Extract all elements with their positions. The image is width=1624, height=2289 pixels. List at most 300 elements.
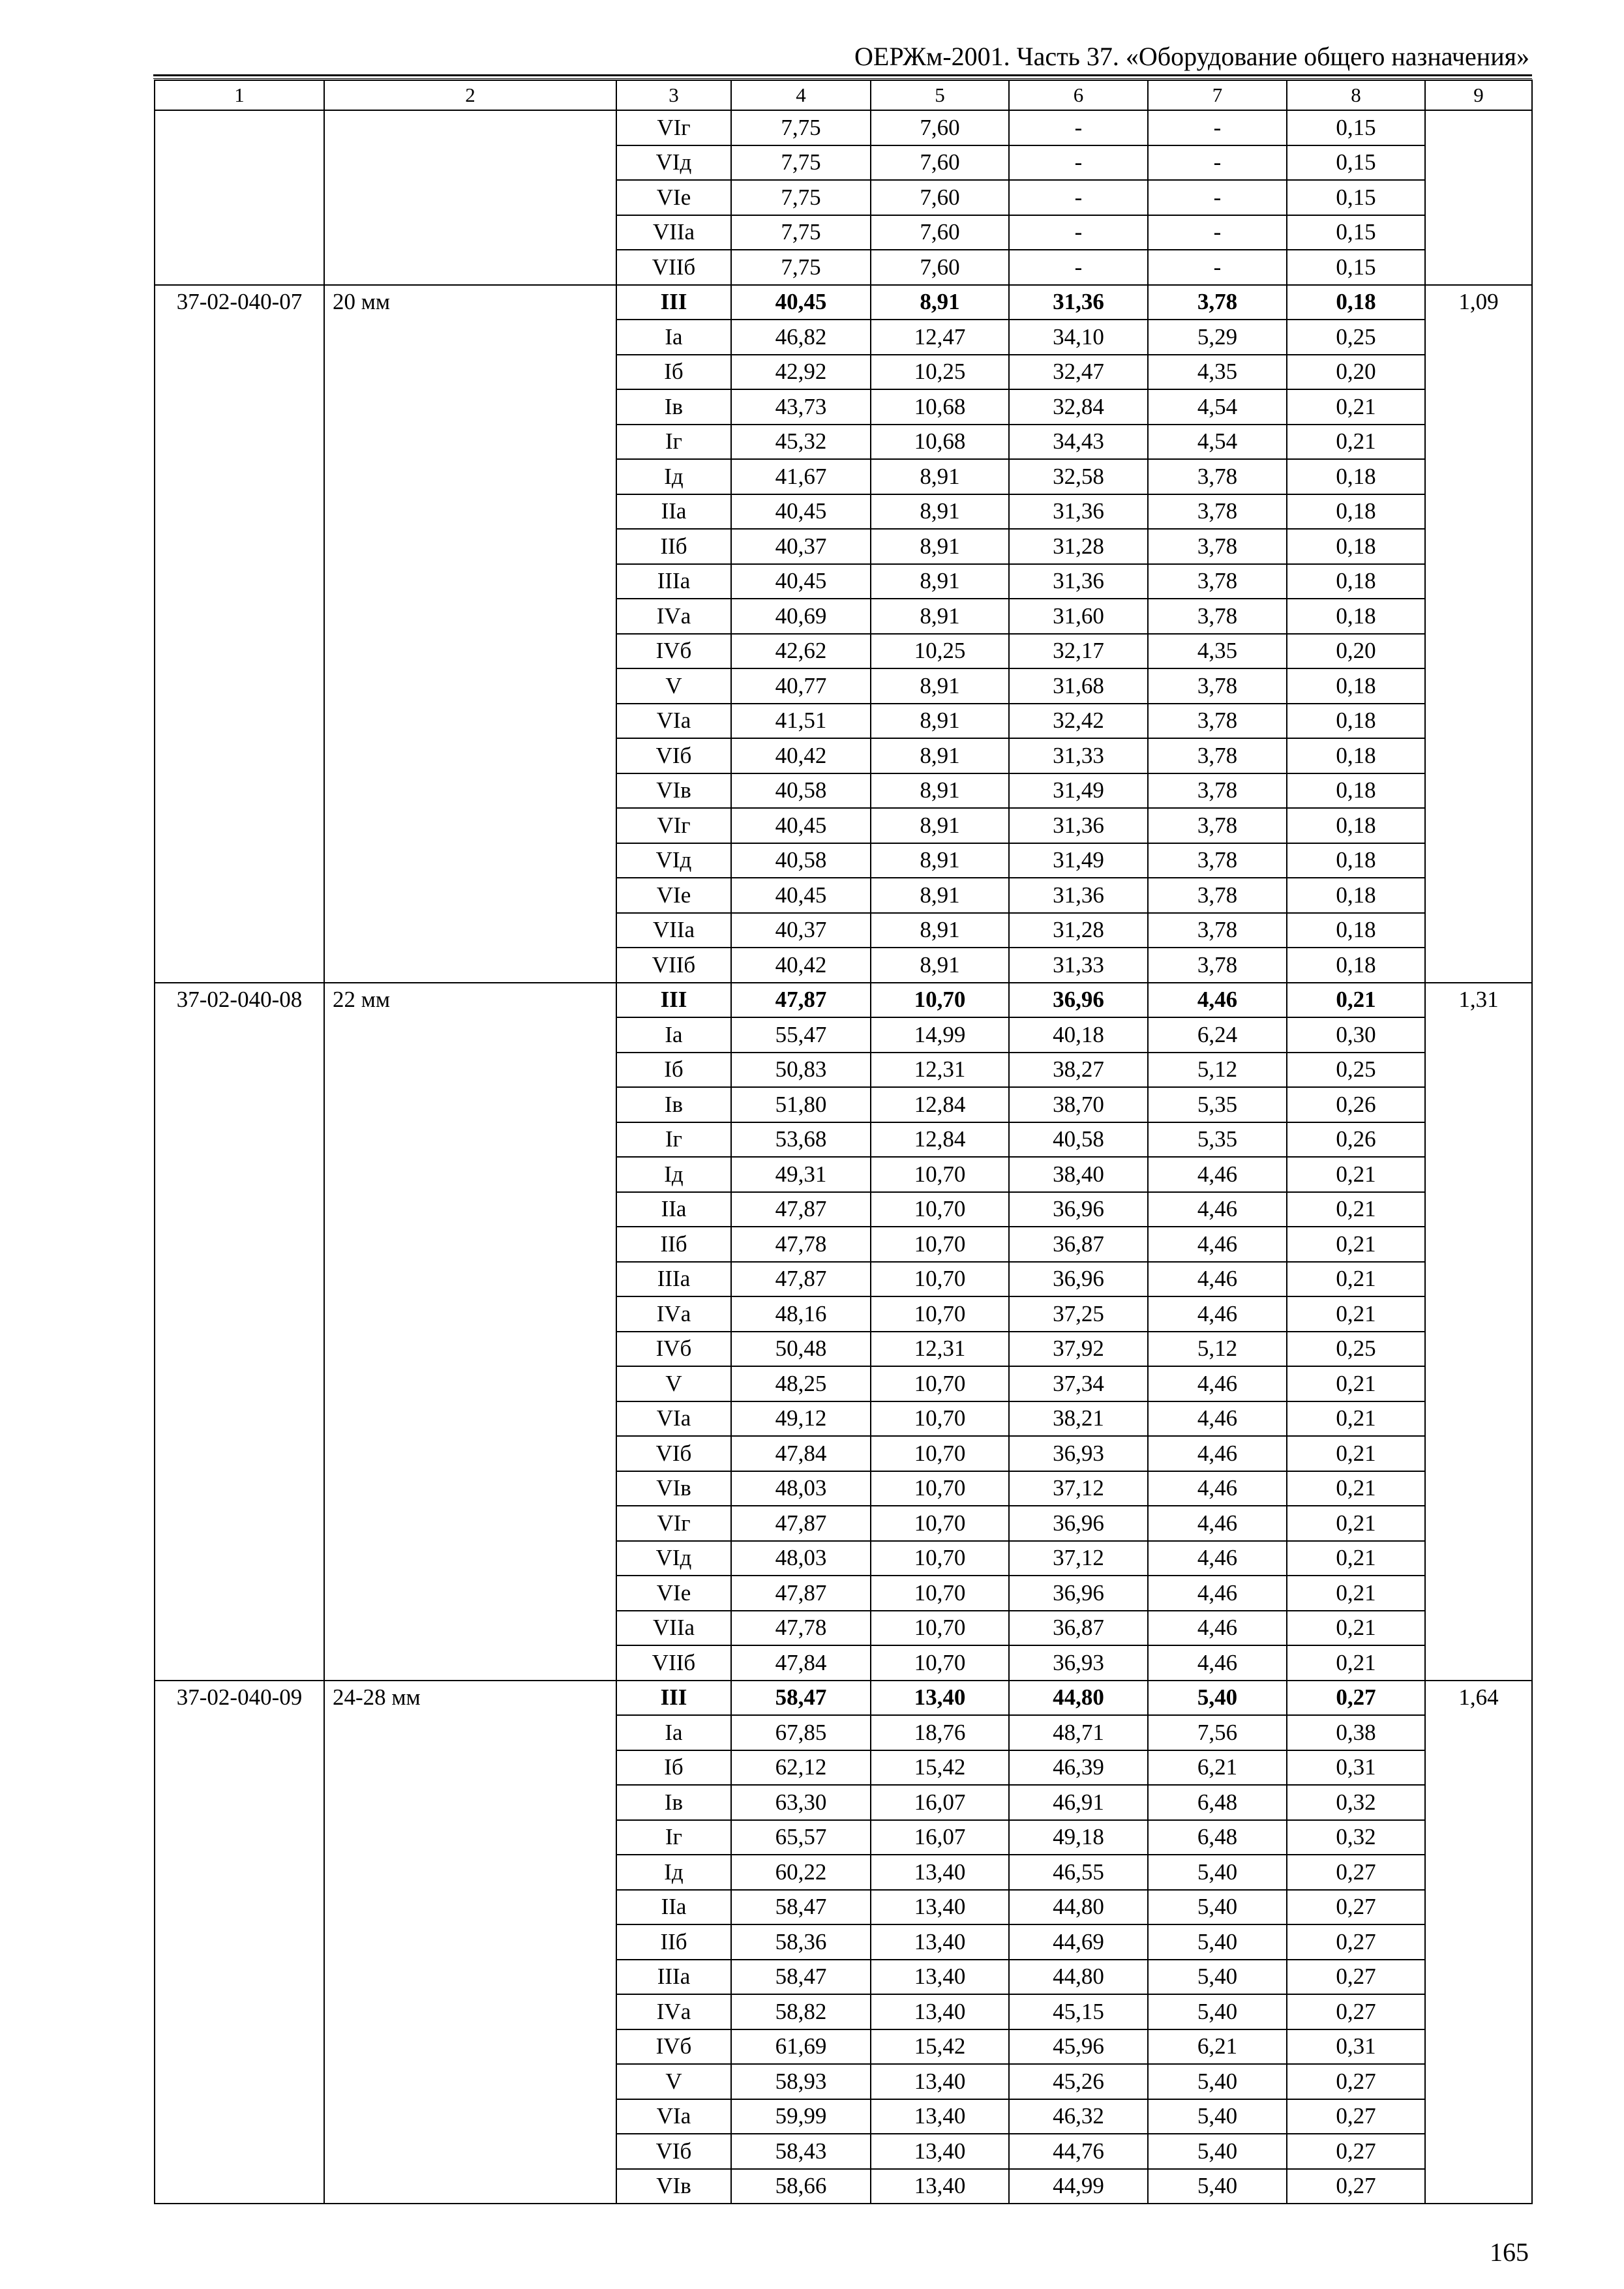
- column-header: 3: [616, 80, 731, 110]
- value-cell: 34,43: [1009, 425, 1148, 460]
- region-cell: Iа: [616, 1017, 731, 1053]
- rates-table: [154, 80, 1533, 2204]
- value-cell: 8,91: [871, 459, 1009, 494]
- value-cell: 34,10: [1009, 320, 1148, 355]
- value-cell: 4,46: [1148, 1262, 1287, 1297]
- region-cell: IIб: [616, 529, 731, 564]
- value-cell: 0,18: [1287, 564, 1425, 599]
- value-cell: 13,40: [871, 1855, 1009, 1890]
- region-cell: IVа: [616, 1994, 731, 2029]
- value-cell: 0,21: [1287, 1436, 1425, 1471]
- value-cell: 0,21: [1287, 1611, 1425, 1646]
- value-cell: 10,70: [871, 1541, 1009, 1576]
- value-cell: -: [1148, 180, 1287, 215]
- column-header: 1: [155, 80, 324, 110]
- value-cell: 10,70: [871, 1192, 1009, 1227]
- value-cell: 5,12: [1148, 1332, 1287, 1367]
- value-cell: 48,03: [731, 1541, 871, 1576]
- value-cell: 0,27: [1287, 2099, 1425, 2134]
- value-cell: 8,91: [871, 494, 1009, 530]
- region-cell: Iг: [616, 1122, 731, 1158]
- value-cell: 40,45: [731, 878, 871, 913]
- value-cell: 40,45: [731, 808, 871, 843]
- value-cell: 36,96: [1009, 1192, 1148, 1227]
- value-cell: 3,78: [1148, 738, 1287, 773]
- value-cell: 31,28: [1009, 529, 1148, 564]
- value-cell: 0,26: [1287, 1087, 1425, 1122]
- value-cell: 15,42: [871, 1750, 1009, 1786]
- value-cell: 0,27: [1287, 1960, 1425, 1995]
- value-cell: 58,47: [731, 1960, 871, 1995]
- region-cell: VIIб: [616, 1645, 731, 1681]
- value-cell: 3,78: [1148, 529, 1287, 564]
- value-cell: 5,40: [1148, 1994, 1287, 2029]
- value-cell: 63,30: [731, 1785, 871, 1820]
- value-cell: 0,21: [1287, 983, 1425, 1018]
- region-cell: VIв: [616, 1471, 731, 1506]
- item-code-cell: 37-02-040-07: [155, 285, 324, 983]
- value-cell: 10,70: [871, 1611, 1009, 1646]
- value-cell: 4,46: [1148, 983, 1287, 1018]
- region-cell: VIг: [616, 1506, 731, 1541]
- region-cell: VIг: [616, 110, 731, 145]
- value-cell: 10,70: [871, 1471, 1009, 1506]
- value-cell: 31,36: [1009, 285, 1148, 320]
- region-cell: V: [616, 668, 731, 704]
- value-cell: 0,18: [1287, 704, 1425, 739]
- region-cell: VIIб: [616, 250, 731, 285]
- page-header: ОЕРЖм-2001. Часть 37. «Оборудование общего назначения»: [854, 42, 1529, 71]
- region-cell: VIа: [616, 704, 731, 739]
- region-cell: VIе: [616, 878, 731, 913]
- value-cell: 47,87: [731, 1192, 871, 1227]
- value-cell: 47,87: [731, 1262, 871, 1297]
- region-cell: IVб: [616, 634, 731, 669]
- col9-cell: [1425, 110, 1532, 285]
- value-cell: 31,36: [1009, 494, 1148, 530]
- region-cell: VIб: [616, 1436, 731, 1471]
- value-cell: 0,15: [1287, 215, 1425, 250]
- value-cell: 31,49: [1009, 773, 1148, 809]
- value-cell: 0,31: [1287, 1750, 1425, 1786]
- value-cell: 6,48: [1148, 1785, 1287, 1820]
- value-cell: 67,85: [731, 1715, 871, 1750]
- value-cell: 0,26: [1287, 1122, 1425, 1158]
- value-cell: 8,91: [871, 564, 1009, 599]
- value-cell: 0,21: [1287, 1541, 1425, 1576]
- value-cell: 31,49: [1009, 843, 1148, 878]
- value-cell: 4,46: [1148, 1541, 1287, 1576]
- value-cell: 3,78: [1148, 668, 1287, 704]
- region-cell: VIIа: [616, 1611, 731, 1646]
- value-cell: 40,77: [731, 668, 871, 704]
- region-cell: IIа: [616, 494, 731, 530]
- region-cell: VIг: [616, 808, 731, 843]
- value-cell: 3,78: [1148, 599, 1287, 634]
- table-row: [155, 1681, 1532, 1716]
- value-cell: 12,47: [871, 320, 1009, 355]
- value-cell: 58,47: [731, 1890, 871, 1925]
- value-cell: 48,25: [731, 1366, 871, 1401]
- value-cell: 3,78: [1148, 285, 1287, 320]
- region-cell: IIа: [616, 1192, 731, 1227]
- value-cell: 0,21: [1287, 1576, 1425, 1611]
- value-cell: 47,78: [731, 1227, 871, 1262]
- value-cell: 40,37: [731, 529, 871, 564]
- region-cell: IIIа: [616, 1262, 731, 1297]
- item-size-cell: [324, 110, 616, 285]
- value-cell: 0,21: [1287, 1401, 1425, 1437]
- value-cell: 47,87: [731, 1506, 871, 1541]
- value-cell: 65,57: [731, 1820, 871, 1855]
- value-cell: 3,78: [1148, 494, 1287, 530]
- value-cell: 8,91: [871, 668, 1009, 704]
- column-header: 2: [324, 80, 616, 110]
- region-cell: VIе: [616, 1576, 731, 1611]
- value-cell: 3,78: [1148, 808, 1287, 843]
- value-cell: 0,21: [1287, 1645, 1425, 1681]
- value-cell: 47,84: [731, 1436, 871, 1471]
- value-cell: 32,17: [1009, 634, 1148, 669]
- value-cell: 18,76: [871, 1715, 1009, 1750]
- region-cell: IIIа: [616, 1960, 731, 1995]
- value-cell: 58,82: [731, 1994, 871, 2029]
- value-cell: 0,21: [1287, 1262, 1425, 1297]
- value-cell: 47,78: [731, 1611, 871, 1646]
- table-body: [155, 80, 1532, 2204]
- value-cell: 16,07: [871, 1785, 1009, 1820]
- value-cell: 0,38: [1287, 1715, 1425, 1750]
- region-cell: III: [616, 1681, 731, 1716]
- value-cell: 44,80: [1009, 1890, 1148, 1925]
- value-cell: 44,80: [1009, 1681, 1148, 1716]
- value-cell: 4,54: [1148, 389, 1287, 425]
- value-cell: 0,27: [1287, 1994, 1425, 2029]
- value-cell: 4,54: [1148, 425, 1287, 460]
- value-cell: 10,70: [871, 1157, 1009, 1192]
- value-cell: 5,40: [1148, 1855, 1287, 1890]
- value-cell: -: [1148, 145, 1287, 181]
- value-cell: 0,25: [1287, 320, 1425, 355]
- value-cell: 0,30: [1287, 1017, 1425, 1053]
- value-cell: 31,60: [1009, 599, 1148, 634]
- region-cell: Iд: [616, 1157, 731, 1192]
- value-cell: 0,18: [1287, 459, 1425, 494]
- region-cell: IVа: [616, 599, 731, 634]
- region-cell: IVб: [616, 2029, 731, 2065]
- item-size-cell: 20 мм: [324, 285, 616, 983]
- region-cell: VIа: [616, 2099, 731, 2134]
- value-cell: 31,33: [1009, 948, 1148, 983]
- value-cell: 13,40: [871, 1960, 1009, 1995]
- value-cell: 7,75: [731, 180, 871, 215]
- value-cell: -: [1009, 110, 1148, 145]
- value-cell: 12,31: [871, 1053, 1009, 1088]
- region-cell: VIIа: [616, 913, 731, 948]
- value-cell: 36,93: [1009, 1645, 1148, 1681]
- value-cell: 38,21: [1009, 1401, 1148, 1437]
- region-cell: VIд: [616, 1541, 731, 1576]
- value-cell: 47,87: [731, 983, 871, 1018]
- value-cell: 0,27: [1287, 1924, 1425, 1960]
- region-cell: Iа: [616, 1715, 731, 1750]
- value-cell: 0,20: [1287, 634, 1425, 669]
- value-cell: 13,40: [871, 1924, 1009, 1960]
- region-cell: IIIа: [616, 564, 731, 599]
- value-cell: 14,99: [871, 1017, 1009, 1053]
- value-cell: 42,92: [731, 355, 871, 390]
- value-cell: 5,40: [1148, 1924, 1287, 1960]
- region-cell: VIв: [616, 2169, 731, 2204]
- value-cell: -: [1009, 145, 1148, 181]
- value-cell: 31,36: [1009, 564, 1148, 599]
- region-cell: IVб: [616, 1332, 731, 1367]
- value-cell: 10,70: [871, 1262, 1009, 1297]
- value-cell: 13,40: [871, 1681, 1009, 1716]
- value-cell: 32,42: [1009, 704, 1148, 739]
- value-cell: 45,26: [1009, 2064, 1148, 2099]
- value-cell: 6,24: [1148, 1017, 1287, 1053]
- value-cell: 0,15: [1287, 145, 1425, 181]
- value-cell: 7,60: [871, 110, 1009, 145]
- value-cell: 0,21: [1287, 1471, 1425, 1506]
- value-cell: 0,18: [1287, 529, 1425, 564]
- value-cell: 10,70: [871, 1401, 1009, 1437]
- value-cell: 4,46: [1148, 1366, 1287, 1401]
- value-cell: 10,70: [871, 1296, 1009, 1332]
- value-cell: 0,21: [1287, 1296, 1425, 1332]
- value-cell: 32,47: [1009, 355, 1148, 390]
- value-cell: 4,46: [1148, 1401, 1287, 1437]
- value-cell: 53,68: [731, 1122, 871, 1158]
- value-cell: 7,75: [731, 250, 871, 285]
- value-cell: 0,21: [1287, 1157, 1425, 1192]
- region-cell: Iб: [616, 1750, 731, 1786]
- value-cell: 3,78: [1148, 913, 1287, 948]
- value-cell: 5,35: [1148, 1087, 1287, 1122]
- value-cell: 4,35: [1148, 634, 1287, 669]
- column-header: 9: [1425, 80, 1532, 110]
- value-cell: 8,91: [871, 738, 1009, 773]
- value-cell: 31,36: [1009, 808, 1148, 843]
- value-cell: 0,18: [1287, 668, 1425, 704]
- column-header: 6: [1009, 80, 1148, 110]
- value-cell: 46,32: [1009, 2099, 1148, 2134]
- region-cell: Iа: [616, 320, 731, 355]
- region-cell: Iв: [616, 1785, 731, 1820]
- value-cell: 8,91: [871, 704, 1009, 739]
- value-cell: 0,18: [1287, 773, 1425, 809]
- region-cell: Iв: [616, 389, 731, 425]
- value-cell: 48,03: [731, 1471, 871, 1506]
- value-cell: -: [1009, 215, 1148, 250]
- value-cell: 46,55: [1009, 1855, 1148, 1890]
- value-cell: 13,40: [871, 1994, 1009, 2029]
- value-cell: 3,78: [1148, 878, 1287, 913]
- value-cell: 38,40: [1009, 1157, 1148, 1192]
- region-cell: Iв: [616, 1087, 731, 1122]
- value-cell: 10,25: [871, 634, 1009, 669]
- value-cell: 5,40: [1148, 2134, 1287, 2169]
- value-cell: 46,82: [731, 320, 871, 355]
- region-cell: IIа: [616, 1890, 731, 1925]
- value-cell: 40,45: [731, 564, 871, 599]
- value-cell: 7,75: [731, 145, 871, 181]
- value-cell: 6,21: [1148, 2029, 1287, 2065]
- value-cell: 45,96: [1009, 2029, 1148, 2065]
- table-row: [155, 285, 1532, 320]
- value-cell: 4,46: [1148, 1296, 1287, 1332]
- item-code-cell: 37-02-040-08: [155, 983, 324, 1681]
- header-rule: [153, 74, 1532, 76]
- value-cell: 3,78: [1148, 459, 1287, 494]
- value-cell: -: [1009, 180, 1148, 215]
- value-cell: 5,40: [1148, 2099, 1287, 2134]
- value-cell: 44,99: [1009, 2169, 1148, 2204]
- value-cell: 0,27: [1287, 1681, 1425, 1716]
- value-cell: 0,15: [1287, 110, 1425, 145]
- value-cell: 58,36: [731, 1924, 871, 1960]
- region-cell: VIв: [616, 773, 731, 809]
- value-cell: 40,58: [731, 773, 871, 809]
- value-cell: 51,80: [731, 1087, 871, 1122]
- value-cell: 3,78: [1148, 564, 1287, 599]
- value-cell: 5,40: [1148, 1681, 1287, 1716]
- value-cell: 36,96: [1009, 1262, 1148, 1297]
- column-header: 4: [731, 80, 871, 110]
- region-cell: IVа: [616, 1296, 731, 1332]
- value-cell: 8,91: [871, 878, 1009, 913]
- value-cell: 8,91: [871, 948, 1009, 983]
- region-cell: VIб: [616, 738, 731, 773]
- value-cell: 5,35: [1148, 1122, 1287, 1158]
- value-cell: 5,12: [1148, 1053, 1287, 1088]
- value-cell: 37,12: [1009, 1541, 1148, 1576]
- table-row: [155, 110, 1532, 145]
- region-cell: V: [616, 2064, 731, 2099]
- region-cell: VIе: [616, 180, 731, 215]
- value-cell: 37,25: [1009, 1296, 1148, 1332]
- value-cell: 7,60: [871, 180, 1009, 215]
- region-cell: IIб: [616, 1924, 731, 1960]
- value-cell: 5,29: [1148, 320, 1287, 355]
- value-cell: 8,91: [871, 808, 1009, 843]
- value-cell: 0,18: [1287, 843, 1425, 878]
- value-cell: 40,42: [731, 738, 871, 773]
- value-cell: 0,27: [1287, 2169, 1425, 2204]
- value-cell: 37,12: [1009, 1471, 1148, 1506]
- region-cell: Iб: [616, 355, 731, 390]
- value-cell: 0,25: [1287, 1053, 1425, 1088]
- value-cell: 0,21: [1287, 1366, 1425, 1401]
- item-size-cell: 22 мм: [324, 983, 616, 1681]
- value-cell: 31,33: [1009, 738, 1148, 773]
- value-cell: 46,91: [1009, 1785, 1148, 1820]
- page-number: 165: [1490, 2237, 1529, 2267]
- value-cell: 40,45: [731, 285, 871, 320]
- value-cell: 36,87: [1009, 1227, 1148, 1262]
- value-cell: 50,83: [731, 1053, 871, 1088]
- value-cell: 3,78: [1148, 704, 1287, 739]
- value-cell: 62,12: [731, 1750, 871, 1786]
- value-cell: 7,60: [871, 145, 1009, 181]
- value-cell: 8,91: [871, 599, 1009, 634]
- region-cell: VIIб: [616, 948, 731, 983]
- region-cell: VIIа: [616, 215, 731, 250]
- value-cell: 45,15: [1009, 1994, 1148, 2029]
- value-cell: 50,48: [731, 1332, 871, 1367]
- value-cell: 5,40: [1148, 1890, 1287, 1925]
- value-cell: 0,27: [1287, 1890, 1425, 1925]
- column-header: 5: [871, 80, 1009, 110]
- value-cell: 47,87: [731, 1576, 871, 1611]
- item-size-cell: 24-28 мм: [324, 1681, 616, 2204]
- value-cell: 6,21: [1148, 1750, 1287, 1786]
- value-cell: 4,46: [1148, 1227, 1287, 1262]
- value-cell: 7,75: [731, 110, 871, 145]
- value-cell: 0,27: [1287, 2064, 1425, 2099]
- value-cell: 58,47: [731, 1681, 871, 1716]
- value-cell: -: [1148, 110, 1287, 145]
- region-cell: VIд: [616, 843, 731, 878]
- value-cell: 36,93: [1009, 1436, 1148, 1471]
- value-cell: 10,70: [871, 1227, 1009, 1262]
- value-cell: 4,46: [1148, 1157, 1287, 1192]
- region-cell: VIа: [616, 1401, 731, 1437]
- value-cell: 31,36: [1009, 878, 1148, 913]
- value-cell: 0,18: [1287, 913, 1425, 948]
- value-cell: 3,78: [1148, 773, 1287, 809]
- value-cell: 36,96: [1009, 983, 1148, 1018]
- value-cell: 40,18: [1009, 1017, 1148, 1053]
- header-rule-thin: [153, 78, 1532, 79]
- value-cell: 0,18: [1287, 948, 1425, 983]
- item-code-cell: 37-02-040-09: [155, 1681, 324, 2204]
- value-cell: -: [1009, 250, 1148, 285]
- value-cell: 0,27: [1287, 1855, 1425, 1890]
- value-cell: 5,40: [1148, 2169, 1287, 2204]
- value-cell: 40,42: [731, 948, 871, 983]
- value-cell: 40,45: [731, 494, 871, 530]
- value-cell: 13,40: [871, 1890, 1009, 1925]
- value-cell: 55,47: [731, 1017, 871, 1053]
- value-cell: 0,18: [1287, 599, 1425, 634]
- value-cell: 59,99: [731, 2099, 871, 2134]
- region-cell: V: [616, 1366, 731, 1401]
- value-cell: 46,39: [1009, 1750, 1148, 1786]
- value-cell: 43,73: [731, 389, 871, 425]
- value-cell: 0,32: [1287, 1820, 1425, 1855]
- col9-cell: 1,09: [1425, 285, 1532, 983]
- value-cell: 12,31: [871, 1332, 1009, 1367]
- region-cell: IIб: [616, 1227, 731, 1262]
- region-cell: Iб: [616, 1053, 731, 1088]
- value-cell: 36,87: [1009, 1611, 1148, 1646]
- value-cell: 0,21: [1287, 1192, 1425, 1227]
- value-cell: 6,48: [1148, 1820, 1287, 1855]
- value-cell: 15,42: [871, 2029, 1009, 2065]
- value-cell: 4,46: [1148, 1611, 1287, 1646]
- value-cell: 0,15: [1287, 250, 1425, 285]
- value-cell: 31,28: [1009, 913, 1148, 948]
- value-cell: 4,46: [1148, 1645, 1287, 1681]
- value-cell: 58,43: [731, 2134, 871, 2169]
- value-cell: 12,84: [871, 1122, 1009, 1158]
- value-cell: 10,68: [871, 425, 1009, 460]
- column-numbers-row: [155, 80, 1532, 110]
- value-cell: 44,69: [1009, 1924, 1148, 1960]
- value-cell: 36,96: [1009, 1576, 1148, 1611]
